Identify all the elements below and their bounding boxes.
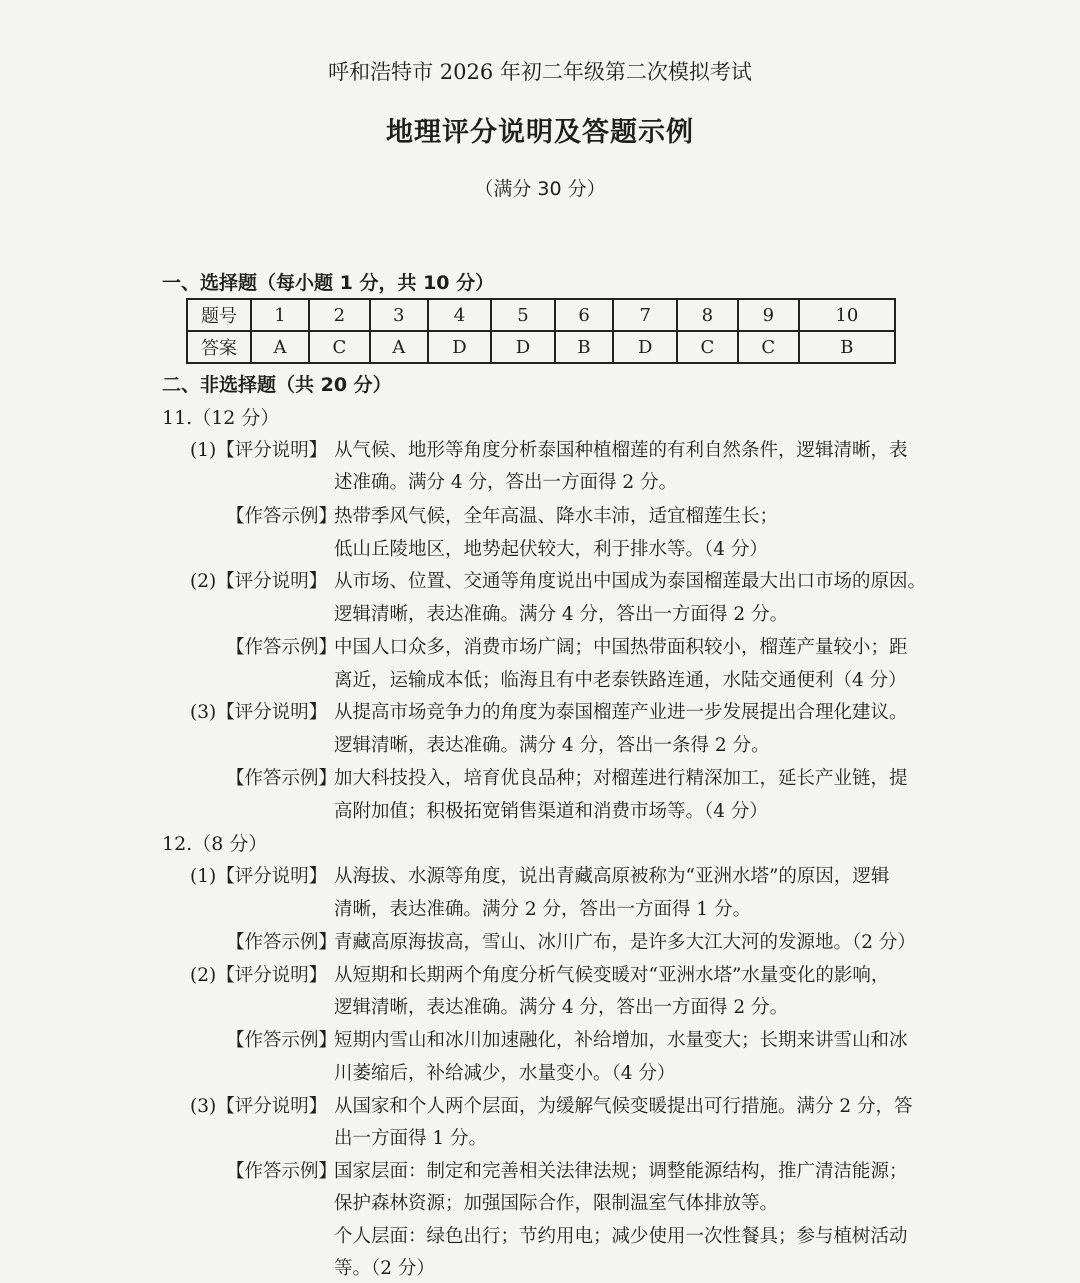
full-score: （满分 30 分） — [474, 178, 606, 200]
q11-2-grading-line: 从市场、位置、交通等角度说出中国成为泰国榴莲最大出口市场的原因。 — [334, 571, 927, 592]
q12-2-grading-line: 从短期和长期两个角度分析气候变暖对“亚洲水塔”水量变化的影响， — [334, 965, 890, 986]
q12-2-example-line: 短期内雪山和冰川加速融化，补给增加，水量变大；长期来讲雪山和冰 — [334, 1030, 908, 1051]
answer-cell: A — [370, 331, 428, 363]
answer-table — [186, 298, 896, 364]
answer-cell: B — [555, 331, 614, 363]
table-row-numbers — [187, 299, 895, 331]
question-number: 8 — [677, 299, 738, 331]
question-number: 1 — [251, 299, 309, 331]
question-number: 4 — [428, 299, 491, 331]
q12-3-example-label: 【作答示例】 — [226, 1161, 338, 1182]
q11-1-grading-line: 从气候、地形等角度分析泰国种植榴莲的有利自然条件，逻辑清晰，表 — [334, 440, 908, 461]
table-row-answers — [187, 331, 895, 363]
q11-2-grading-line: 逻辑清晰，表达准确。满分 4 分，答出一方面得 2 分。 — [334, 604, 789, 625]
question-number: 2 — [309, 299, 370, 331]
q12-2-grading-label: (2)【评分说明】 — [190, 965, 328, 986]
q12-3-example-line: 个人层面：绿色出行；节约用电；减少使用一次性餐具；参与植树活动 — [334, 1226, 908, 1247]
q12-1-grading-label: (1)【评分说明】 — [190, 866, 328, 887]
answer-cell: A — [251, 331, 309, 363]
q11-1-grading-line: 述准确。满分 4 分，答出一方面得 2 分。 — [334, 472, 678, 493]
q11-3-example-line: 加大科技投入，培育优良品种；对榴莲进行精深加工，延长产业链，提 — [334, 768, 908, 789]
q11-3-example-label: 【作答示例】 — [226, 768, 338, 789]
q12-3-example-line: 等。（2 分） — [334, 1258, 435, 1279]
q11-3-grading-line: 从提高市场竞争力的角度为泰国榴莲产业进一步发展提出合理化建议。 — [334, 702, 908, 723]
q11-2-example-label: 【作答示例】 — [226, 637, 338, 658]
answer-cell: C — [309, 331, 370, 363]
question-number: 7 — [613, 299, 676, 331]
q11-3-grading-line: 逻辑清晰，表达准确。满分 4 分，答出一条得 2 分。 — [334, 735, 770, 756]
exam-title: 呼和浩特市 2026 年初二年级第二次模拟考试 — [328, 60, 752, 84]
q12-2-example-label: 【作答示例】 — [226, 1030, 338, 1051]
answer-cell: C — [677, 331, 738, 363]
q11-1-example-line: 低山丘陵地区，地势起伏较大，利于排水等。（4 分） — [334, 539, 768, 560]
answer-cell: D — [491, 331, 554, 363]
answer-cell: B — [799, 331, 895, 363]
page-title: 地理评分说明及答题示例 — [386, 117, 694, 148]
q11-1-grading-label: (1)【评分说明】 — [190, 440, 328, 461]
question-12-head: 12.（8 分） — [162, 833, 268, 855]
row-header-number: 题号 — [187, 299, 251, 331]
q11-3-example-line: 高附加值；积极拓宽销售渠道和消费市场等。（4 分） — [334, 801, 768, 822]
q12-1-grading-line: 清晰，表达准确。满分 2 分，答出一方面得 1 分。 — [334, 899, 752, 920]
q12-3-grading-label: (3)【评分说明】 — [190, 1096, 328, 1117]
q12-3-grading-line: 从国家和个人两个层面，为缓解气候变暖提出可行措施。满分 2 分，答 — [334, 1096, 913, 1117]
q12-1-example-line: 青藏高原海拔高，雪山、冰川广布，是许多大江大河的发源地。（2 分） — [334, 932, 916, 953]
q12-1-example-label: 【作答示例】 — [226, 932, 338, 953]
q12-1-grading-line: 从海拔、水源等角度，说出青藏高原被称为“亚洲水塔”的原因，逻辑 — [334, 866, 890, 887]
answer-cell: D — [613, 331, 676, 363]
q11-2-example-line: 离近，运输成本低；临海且有中老泰铁路连通，水陆交通便利（4 分） — [334, 670, 907, 691]
question-number: 3 — [370, 299, 428, 331]
section-1-title: 一、选择题（每小题 1 分，共 10 分） — [162, 272, 495, 294]
answer-cell: C — [738, 331, 799, 363]
q11-3-grading-label: (3)【评分说明】 — [190, 702, 328, 723]
question-number: 5 — [491, 299, 554, 331]
row-header-answer: 答案 — [187, 331, 251, 363]
q12-3-grading-line: 出一方面得 1 分。 — [334, 1128, 488, 1149]
q12-2-grading-line: 逻辑清晰，表达准确。满分 4 分，答出一方面得 2 分。 — [334, 997, 789, 1018]
question-number: 9 — [738, 299, 799, 331]
q11-1-example-label: 【作答示例】 — [226, 506, 338, 527]
q11-2-example-line: 中国人口众多，消费市场广阔；中国热带面积较小，榴莲产量较小；距 — [334, 637, 908, 658]
q11-1-example-line: 热带季风气候，全年高温、降水丰沛，适宜榴莲生长； — [334, 506, 779, 527]
section-2-title: 二、非选择题（共 20 分） — [162, 374, 392, 396]
question-number: 6 — [555, 299, 614, 331]
question-number: 10 — [799, 299, 895, 331]
q12-3-example-line: 保护森林资源；加强国际合作，限制温室气体排放等。 — [334, 1193, 779, 1214]
q12-3-example-line: 国家层面：制定和完善相关法律法规；调整能源结构，推广清洁能源； — [334, 1161, 908, 1182]
q12-2-example-line: 川萎缩后，补给减少，水量变小。（4 分） — [334, 1063, 676, 1084]
answer-cell: D — [428, 331, 491, 363]
q11-2-grading-label: (2)【评分说明】 — [190, 571, 328, 592]
question-11-head: 11.（12 分） — [162, 407, 280, 429]
